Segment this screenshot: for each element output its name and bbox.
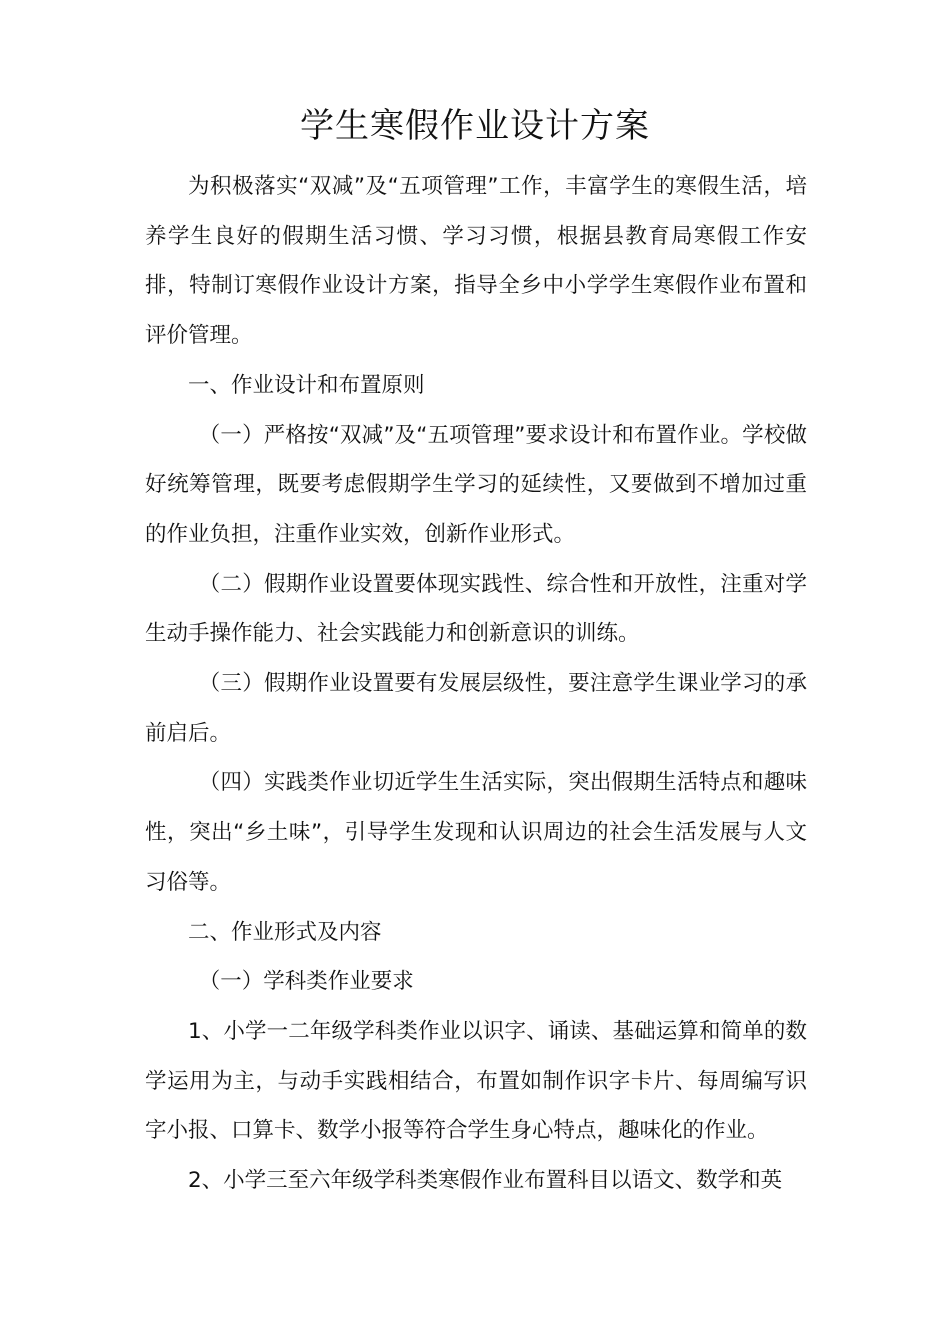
document-title: 学生寒假作业设计方案 bbox=[300, 106, 650, 146]
intro-paragraph: 为积极落实“双减”及“五项管理”工作，丰富学生的寒假生活，培养学生良好的假期生活习惯、学习习惯，根据县教育局寒假工作安排，特制订寒假作业设计方案，指导全乡中小学学生寒假作业布置和评价管理。 bbox=[145, 174, 807, 349]
principle-item-2: （二）假期作业设置要体现实践性、综合性和开放性，注重对学生动手操作能力、社会实践能力和创新意识的训练。 bbox=[145, 571, 807, 647]
document-body bbox=[145, 162, 807, 1206]
subject-item-2: 2、小学三至六年级学科类寒假作业布置科目以语文、数学和英 bbox=[188, 1168, 783, 1194]
section-heading-principles: 一、作业设计和布置原则 bbox=[188, 372, 425, 398]
principle-item-3: （三）假期作业设置要有发展层级性，要注意学生课业学习的承前启后。 bbox=[145, 671, 807, 746]
principle-item-4: （四）实践类作业切近学生生活实际，突出假期生活特点和趣味性，突出“乡土味”，引导学生发现和认识周边的社会生活发展与人文习俗等。 bbox=[145, 770, 807, 895]
principle-item-1: （一）严格按“双减”及“五项管理”要求设计和布置作业。学校做好统筹管理，既要考虑假期学生学习的延续性，又要做到不增加过重的作业负担，注重作业实效，创新作业形式。 bbox=[145, 422, 807, 547]
section-heading-forms: 二、作业形式及内容 bbox=[188, 919, 382, 945]
subsection-heading-subject: （一）学科类作业要求 bbox=[198, 969, 414, 995]
subject-item-1: 1、小学一二年级学科类作业以识字、诵读、基础运算和简单的数学运用为主，与动手实践相结合，布置如制作识字卡片、每周编写识字小报、口算卡、数学小报等符合学生身心特点，趣味化的作业。 bbox=[145, 1018, 807, 1144]
